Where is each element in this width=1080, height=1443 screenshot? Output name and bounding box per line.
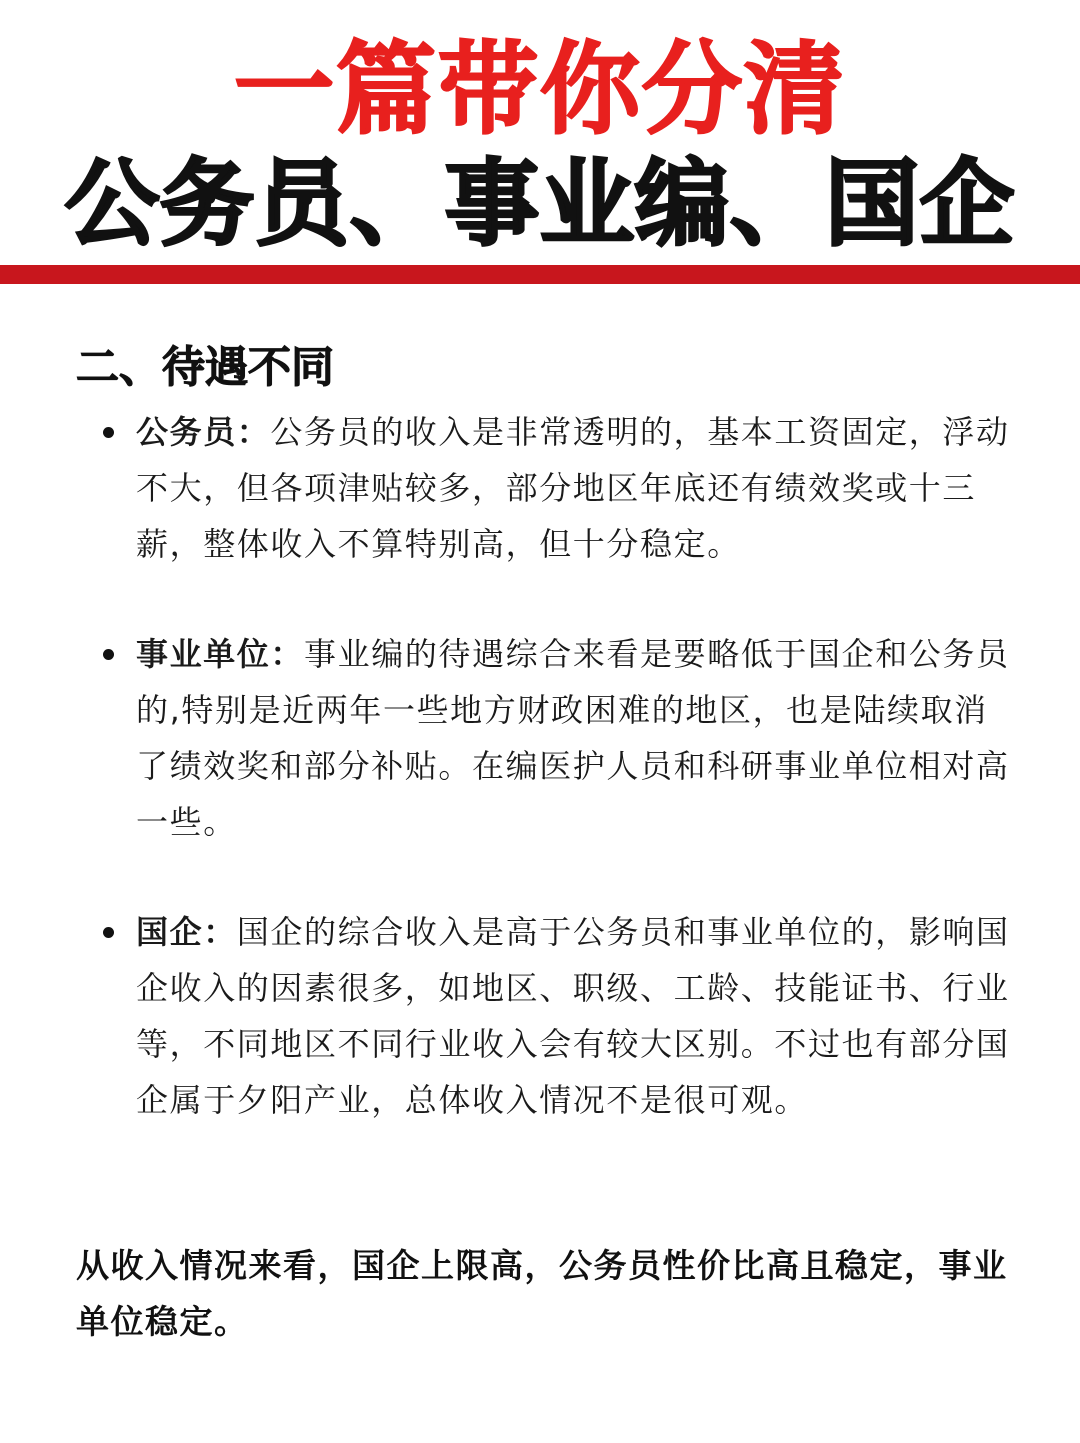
summary-text: 从收入情况来看，国企上限高，公务员性价比高且稳定，事业单位稳定。 [76,1246,1008,1341]
item-text: 事业编的待遇综合来看是要略低于国企和公务员的,特别是近两年一些地方财政困难的地区，也是陆续取消了绩效奖和部分补贴。在编医护人员和科研事业单位相对高一些。 [136,635,1010,841]
bullet-icon [103,427,114,438]
item-text: 国企的综合收入是高于公务员和事业单位的，影响国企收入的因素很多，如地区、职级、工龄、技能证书、行业等，不同地区不同行业收入会有较大区别。不过也有部分国企属于夕阳产业，总体收入情况不是很可观。 [136,913,1010,1119]
title-line-1: 一篇带你分清 [234,31,846,148]
title-line-2: 公务员、事业编、国企 [64,150,1015,259]
item-text: 公务员的收入是非常透明的，基本工资固定，浮动不大，但各项津贴较多，部分地区年底还有绩效奖或十三薪，整体收入不算特别高，但十分稳定。 [136,413,1010,563]
bullet-icon [103,649,114,660]
list-item-state-enterprise [136,904,1016,1128]
item-label: 事业单位： [136,635,305,673]
section-heading: 二、待遇不同 [76,343,334,393]
list-item-civil-servant [136,404,1016,572]
bullet-icon [103,927,114,938]
divider-bar [0,265,1080,284]
list-item-public-institution [136,626,1016,850]
item-label: 国企： [136,913,237,951]
item-label: 公务员： [136,413,271,451]
